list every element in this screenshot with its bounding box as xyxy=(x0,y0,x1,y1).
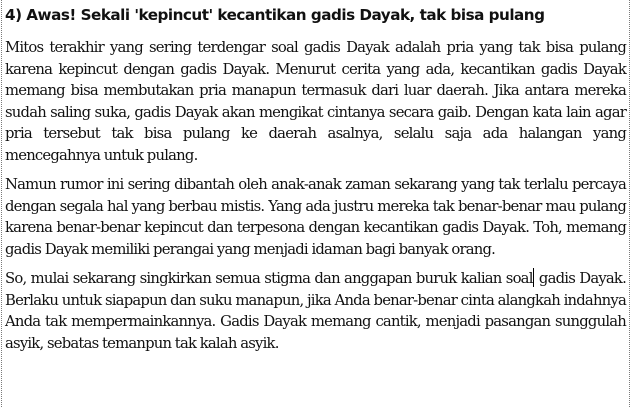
left-margin-guide xyxy=(1,0,2,407)
document-body[interactable] xyxy=(5,3,626,362)
paragraph-2: Namun rumor ini sering dibantah oleh anak-anak zaman sekarang yang tak terlalu percaya dengan segala hal yang berbau mistis. Yang ada justru mereka tak benar-benar mau pulang karena benar-benar kepincut dan terpesona dengan kecantikan gadis Dayak. Toh, memang gadis Dayak memiliki perangai yang menjadi idaman bagi banyak orang. xyxy=(5,176,626,258)
paragraph-3-text-after-caret: gadis Dayak. Berlaku untuk siapapun dan suku manapun, jika Anda benar-benar cinta alangkah indahnya Anda tak mempermainkannya. Gadis Dayak memang cantik, menjadi pasangan sunggulah asyik, sebatas temanpun tak kalah asyik. xyxy=(5,269,626,352)
section-heading: 4) Awas! Sekali 'kepincut' kecantikan gadis Dayak, tak bisa pulang xyxy=(5,6,545,24)
text-cursor xyxy=(533,268,534,287)
paragraph-3 xyxy=(5,268,626,354)
paragraph-3-text-before-caret: So, mulai sekarang singkirkan semua stigma dan anggapan buruk kalian soal xyxy=(5,269,533,287)
paragraph-1: Mitos terakhir yang sering terdengar soal gadis Dayak adalah pria yang tak bisa pulang karena kepincut dengan gadis Dayak. Menurut cerita yang ada, kecantikan gadis Dayak memang bisa membutakan pria manapun termasuk dari luar daerah. Jika antara mereka sudah saling suka, gadis Dayak akan mengikat cintanya secara gaib. Dengan kata lain agar pria tersebut tak bisa pulang ke daerah asalnya, selalu saja ada halangan yang mencegahnya untuk pulang. xyxy=(5,39,626,164)
